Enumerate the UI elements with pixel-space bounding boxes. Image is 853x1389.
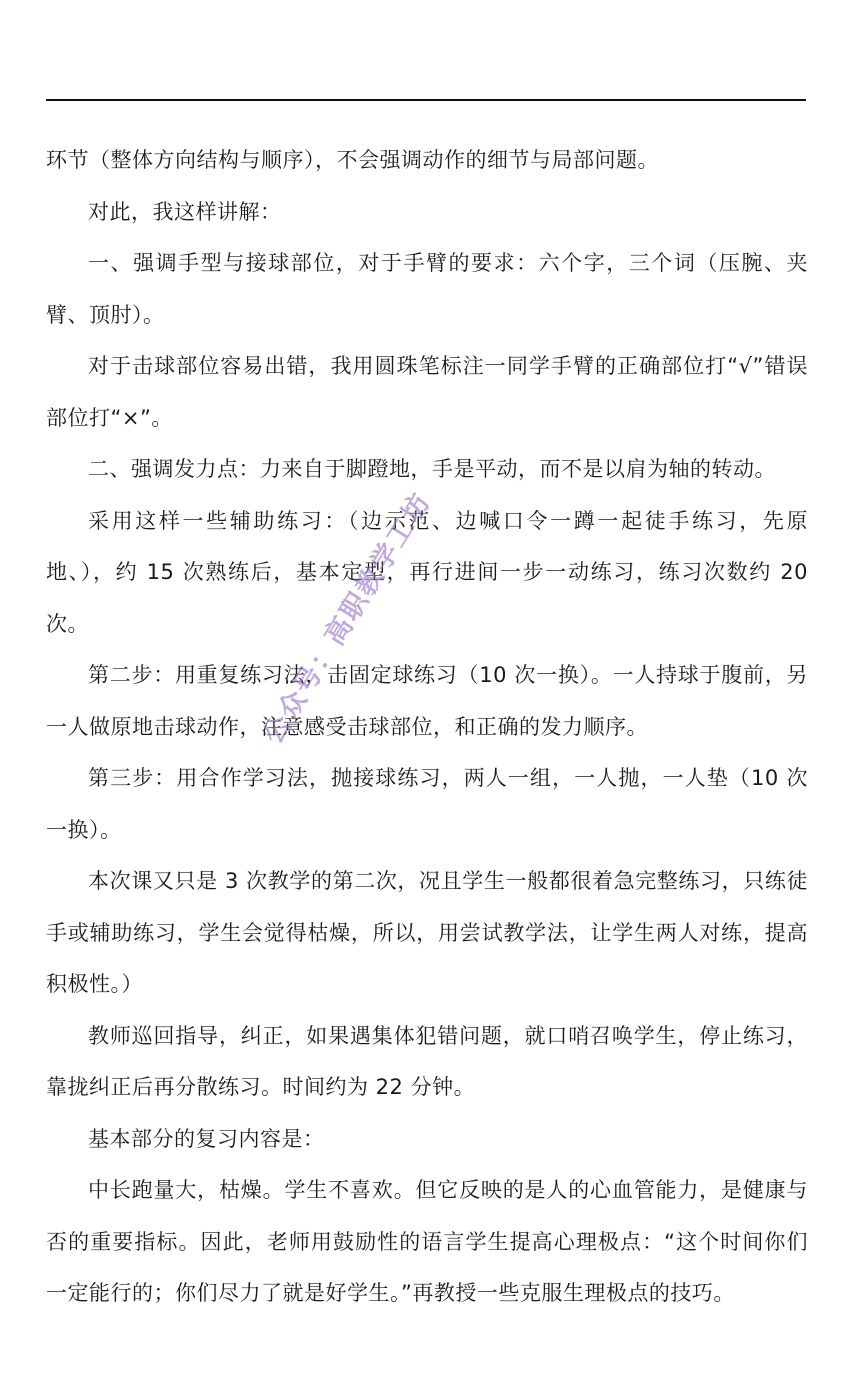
paragraph-2: 对此，我这样讲解： bbox=[88, 199, 282, 224]
paragraph-4: 对于击球部位容易出错，我用圆珠笔标注一同学手臂的正确部位打“√”错误部位打“×”。 bbox=[46, 354, 808, 430]
paragraph-12: 中长跑量大，枯燥。学生不喜欢。但它反映的是人的心血管能力，是健康与否的重要指标。因此，老师用鼓励性的语言学生提高心理极点：“这个时间你们一定能行的；你们尽力了就是好学生。”再教授一些克服生理极点的技巧。 bbox=[46, 1178, 808, 1305]
paragraph-7: 第二步：用重复练习法，击固定球练习（10 次一换）。一人持球于腹前，另一人做原地击球动作，注意感受击球部位，和正确的发力顺序。 bbox=[46, 663, 808, 739]
paragraph-9: 本次课又只是 3 次教学的第二次，况且学生一般都很着急完整练习，只练徒手或辅助练习，学生会觉得枯燥，所以，用尝试教学法，让学生两人对练，提高积极性。） bbox=[46, 869, 808, 996]
watermark-text: 公众号：高职教学工坊 bbox=[257, 486, 438, 750]
paragraph-8: 第三步：用合作学习法，抛接球练习，两人一组，一人抛，一人垫（10 次一换）。 bbox=[46, 766, 808, 842]
paragraph-11: 基本部分的复习内容是： bbox=[88, 1126, 325, 1151]
paragraph-10: 教师巡回指导，纠正，如果遇集体犯错问题，就口哨召唤学生，停止练习，靠拢纠正后再分散练习。时间约为 22 分钟。 bbox=[46, 1023, 808, 1099]
header-rule bbox=[46, 99, 806, 101]
body-text bbox=[46, 135, 808, 1320]
paragraph-5: 二、强调发力点：力来自于脚蹬地，手是平动，而不是以肩为轴的转动。 bbox=[88, 457, 776, 481]
paragraph-1: 环节（整体方向结构与顺序），不会强调动作的细节与局部问题。 bbox=[46, 148, 659, 172]
paragraph-6: 采用这样一些辅助练习：（边示范、边喊口令一蹲一起徒手练习，先原地、），约 15 次熟练后，基本定型，再行进间一步一动练习，练习次数约 20 次。 bbox=[46, 508, 808, 636]
paragraph-3: 一、强调手型与接球部位，对于手臂的要求：六个字，三个词（压腕、夹臂、顶肘）。 bbox=[46, 251, 808, 327]
